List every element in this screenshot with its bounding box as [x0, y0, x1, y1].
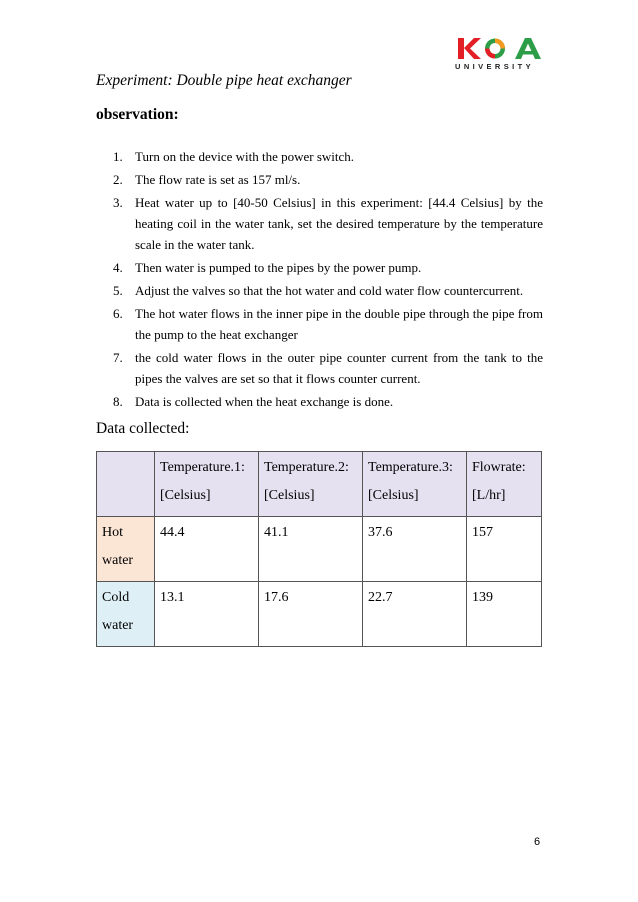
table-header-cell-empty	[97, 452, 155, 517]
logo-subtitle: UNIVERSITY	[455, 62, 535, 71]
table-cell: 157	[467, 517, 542, 582]
logo-letters-graphic	[455, 36, 545, 60]
step-text: The hot water flows in the inner pipe in the double pipe through the pipe from the pump to the heat exchanger	[135, 306, 543, 342]
table-row	[97, 582, 542, 647]
header-label: Temperature.3:	[368, 460, 453, 475]
header-label: Flowrate:	[472, 460, 526, 475]
row-label-cold-water	[97, 582, 155, 647]
table-header-cell	[155, 452, 259, 517]
step-number: 7.	[113, 350, 123, 365]
row-label-line: Hot	[102, 525, 123, 540]
header-unit: [Celsius]	[160, 488, 211, 503]
step-text: The flow rate is set as 157 ml/s.	[135, 172, 301, 187]
table-cell: 13.1	[155, 582, 259, 647]
procedure-step	[113, 257, 543, 278]
university-logo	[455, 36, 545, 76]
header-unit: [Celsius]	[368, 488, 419, 503]
header-unit: [L/hr]	[472, 488, 506, 503]
step-number: 5.	[113, 283, 123, 298]
step-text: Adjust the valves so that the hot water and cold water flow countercurrent.	[135, 283, 524, 298]
experiment-title: Experiment: Double pipe heat exchanger	[96, 72, 352, 89]
procedure-step	[113, 391, 543, 412]
data-collected-heading: Data collected:	[96, 420, 190, 437]
step-number: 8.	[113, 394, 123, 409]
step-number: 1.	[113, 149, 123, 164]
procedure-step	[113, 146, 543, 167]
table-cell: 41.1	[259, 517, 363, 582]
table-header-cell	[259, 452, 363, 517]
step-text: Then water is pumped to the pipes by the power pump.	[135, 260, 422, 275]
observation-heading: observation:	[96, 106, 179, 123]
row-label-line: Cold	[102, 590, 130, 605]
row-label-hot-water	[97, 517, 155, 582]
step-text: Turn on the device with the power switch.	[135, 149, 355, 164]
step-number: 3.	[113, 195, 123, 210]
procedure-step	[113, 192, 543, 255]
step-number: 6.	[113, 306, 123, 321]
table-header-cell	[467, 452, 542, 517]
procedure-step	[113, 303, 543, 345]
step-number: 2.	[113, 172, 123, 187]
procedure-steps-list	[113, 146, 543, 414]
table-cell: 44.4	[155, 517, 259, 582]
table-row	[97, 517, 542, 582]
row-label-line: water	[102, 553, 134, 568]
page-number: 6	[534, 836, 541, 848]
table-cell: 17.6	[259, 582, 363, 647]
table-cell: 22.7	[363, 582, 467, 647]
step-text: the cold water flows in the outer pipe counter current from the tank to the pipes the valves are set so that it flows counter current.	[135, 350, 543, 386]
step-text: Data is collected when the heat exchange is done.	[135, 394, 394, 409]
table-cell: 139	[467, 582, 542, 647]
data-table	[96, 451, 542, 647]
header-label: Temperature.1:	[160, 460, 245, 475]
table-cell: 37.6	[363, 517, 467, 582]
procedure-step	[113, 169, 543, 190]
table-header-row	[97, 452, 542, 517]
header-label: Temperature.2:	[264, 460, 349, 475]
row-label-line: water	[102, 618, 134, 633]
procedure-step	[113, 347, 543, 389]
header-unit: [Celsius]	[264, 488, 315, 503]
table-header-cell	[363, 452, 467, 517]
logo-wordmark	[455, 36, 545, 60]
step-text: Heat water up to [40-50 Celsius] in this experiment: [44.4 Celsius] by the heating coil in the water tank, set the desired temperature by the temperature scale in the water tank.	[135, 195, 543, 252]
procedure-step	[113, 280, 543, 301]
step-number: 4.	[113, 260, 123, 275]
